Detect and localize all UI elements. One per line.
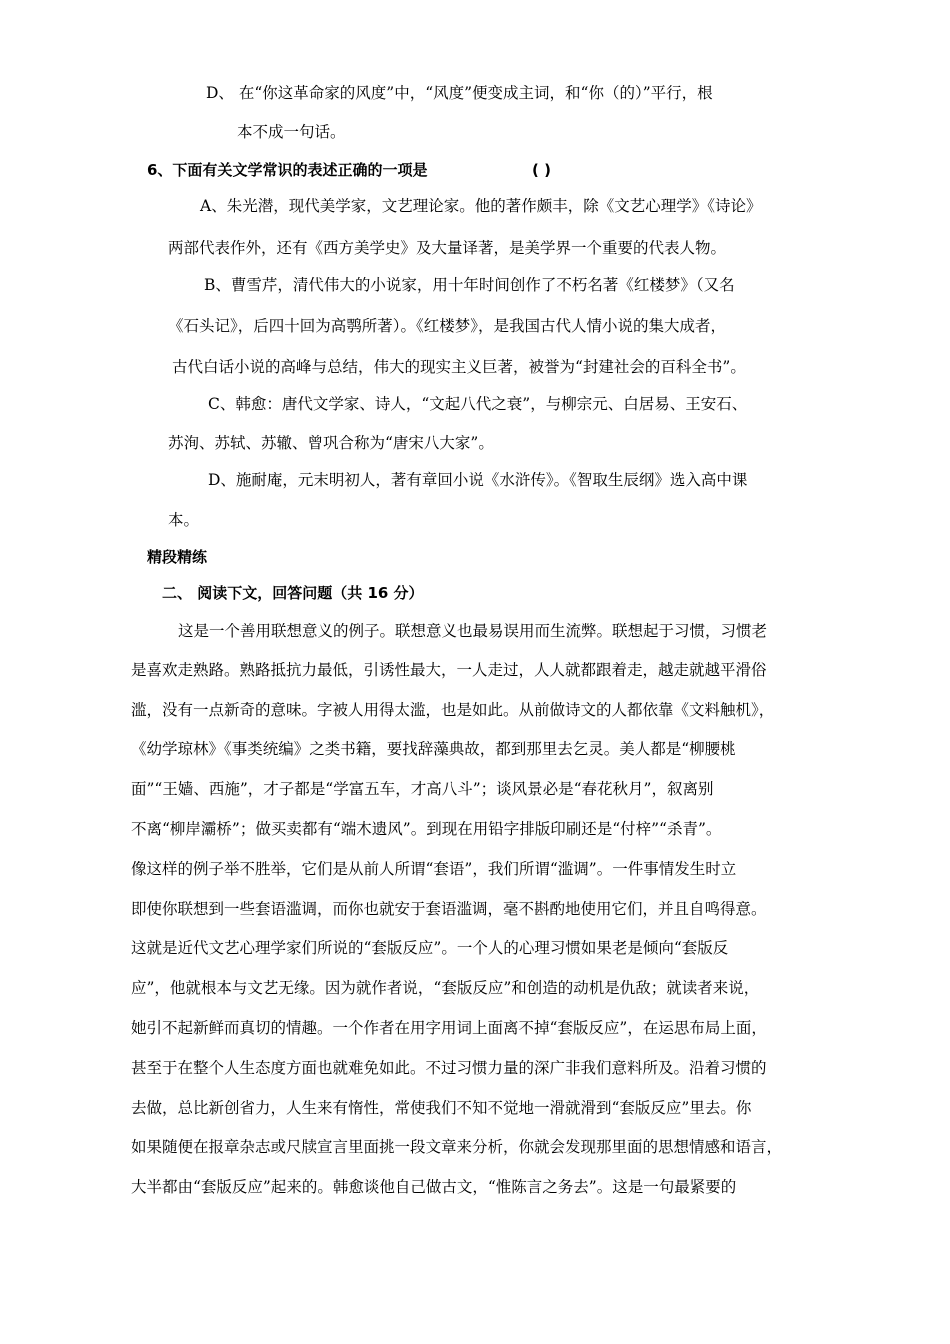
passage-line: 像这样的例子举不胜举，它们是从前人所谓“套语”，我们所谓“滥调”。一件事情发生时立 <box>131 860 737 878</box>
q6-option-a-line-1: A、朱光潜，现代美学家，文艺理论家。他的著作颇丰，除《文艺心理学》《诗论》 <box>200 197 762 215</box>
q6-option-b-line-1: B、曹雪芹，清代伟大的小说家，用十年时间创作了不朽名著《红楼梦》（又名 <box>204 276 735 294</box>
question-6-stem: 6、下面有关文学常识的表述正确的一项是 <box>147 161 428 179</box>
q6-option-c-line-2: 苏洵、苏轼、苏辙、曾巩合称为“唐宋八大家”。 <box>168 434 494 452</box>
q5-option-d-line-2: 本不成一句话。 <box>237 123 346 141</box>
passage-line: 去做，总比新创省力，人生来有惰性，常使我们不知不觉地一滑就滑到“套版反应”里去。你 <box>131 1099 752 1117</box>
passage-line: 如果随便在报章杂志或尺牍宣言里面挑一段文章来分析，你就会发现那里面的思想情感和语言， <box>131 1138 783 1156</box>
passage-line: 这是一个善用联想意义的例子。联想意义也最易误用而生流弊。联想起于习惯，习惯老 <box>178 622 768 640</box>
q5-option-d-line-1: D、 在“你这革命家的风度”中，“风度”便变成主词，和“你（的）”平行，根 <box>206 84 713 102</box>
q6-option-b-line-3: 古代白话小说的高峰与总结，伟大的现实主义巨著，被誉为“封建社会的百科全书”。 <box>172 358 746 376</box>
answer-bracket: ( ) <box>532 161 551 179</box>
passage-line: 即使你联想到一些套语滥调，而你也就安于套语滥调，毫不斟酌地使用它们，并且自鸣得意。 <box>131 900 767 918</box>
passage-line: 甚至于在整个人生态度方面也就难免如此。不过习惯力量的深广非我们意料所及。沿着习惯的 <box>131 1059 767 1077</box>
passage-line: 这就是近代文艺心理学家们所说的“套版反应”。一个人的心理习惯如果老是倾向“套版反 <box>131 939 729 957</box>
part-heading: 二、 阅读下文，回答问题（共 16 分） <box>162 584 424 602</box>
passage-line: 不离“柳岸灞桥”；做买卖都有“端木遗风”。到现在用铅字排版印刷还是“付梓”“杀青”。 <box>131 820 722 838</box>
q6-option-a-line-2: 两部代表作外，还有《西方美学史》及大量译著，是美学界一个重要的代表人物。 <box>168 239 727 257</box>
passage-line: 大半都由“套版反应”起来的。韩愈谈他自己做古文，“惟陈言之务去”。这是一句最紧要的 <box>131 1178 737 1196</box>
passage-line: 她引不起新鲜而真切的情趣。一个作者在用字用词上面离不掉“套版反应”，在运思布局上面， <box>131 1019 767 1037</box>
q6-option-b-line-2: 《石头记》，后四十回为高鹗所著）。《红楼梦》，是我国古代人情小说的集大成者， <box>168 317 727 335</box>
passage-line: 《幼学琼林》《事类统编》之类书籍，要找辞藻典故，都到那里去乞灵。美人都是“柳腰桃 <box>131 740 736 758</box>
passage-line: 应”，他就根本与文艺无缘。因为就作者说，“套版反应”和创造的动机是仇敌；就读者来说， <box>131 979 760 997</box>
q6-option-d-line-1: D、施耐庵，元末明初人，著有章回小说《水浒传》。《智取生辰纲》选入高中课 <box>208 471 748 489</box>
passage-line: 是喜欢走熟路。熟路抵抗力最低，引诱性最大，一人走过，人人就都跟着走，越走就越平滑俗 <box>131 661 767 679</box>
q6-option-d-line-2: 本。 <box>168 511 200 529</box>
passage-line: 滥，没有一点新奇的意味。字被人用得太滥，也是如此。从前做诗文的人都依靠《文料触机》， <box>131 701 775 719</box>
passage-line: 面”“王嫱、西施”，才子都是“学富五车，才高八斗”；谈风景必是“春花秋月”，叙离别 <box>131 780 714 798</box>
section-title: 精段精练 <box>147 548 208 566</box>
q6-option-c-line-1: C、韩愈：唐代文学家、诗人，“文起八代之衰”，与柳宗元、白居易、王安石、 <box>208 395 748 413</box>
